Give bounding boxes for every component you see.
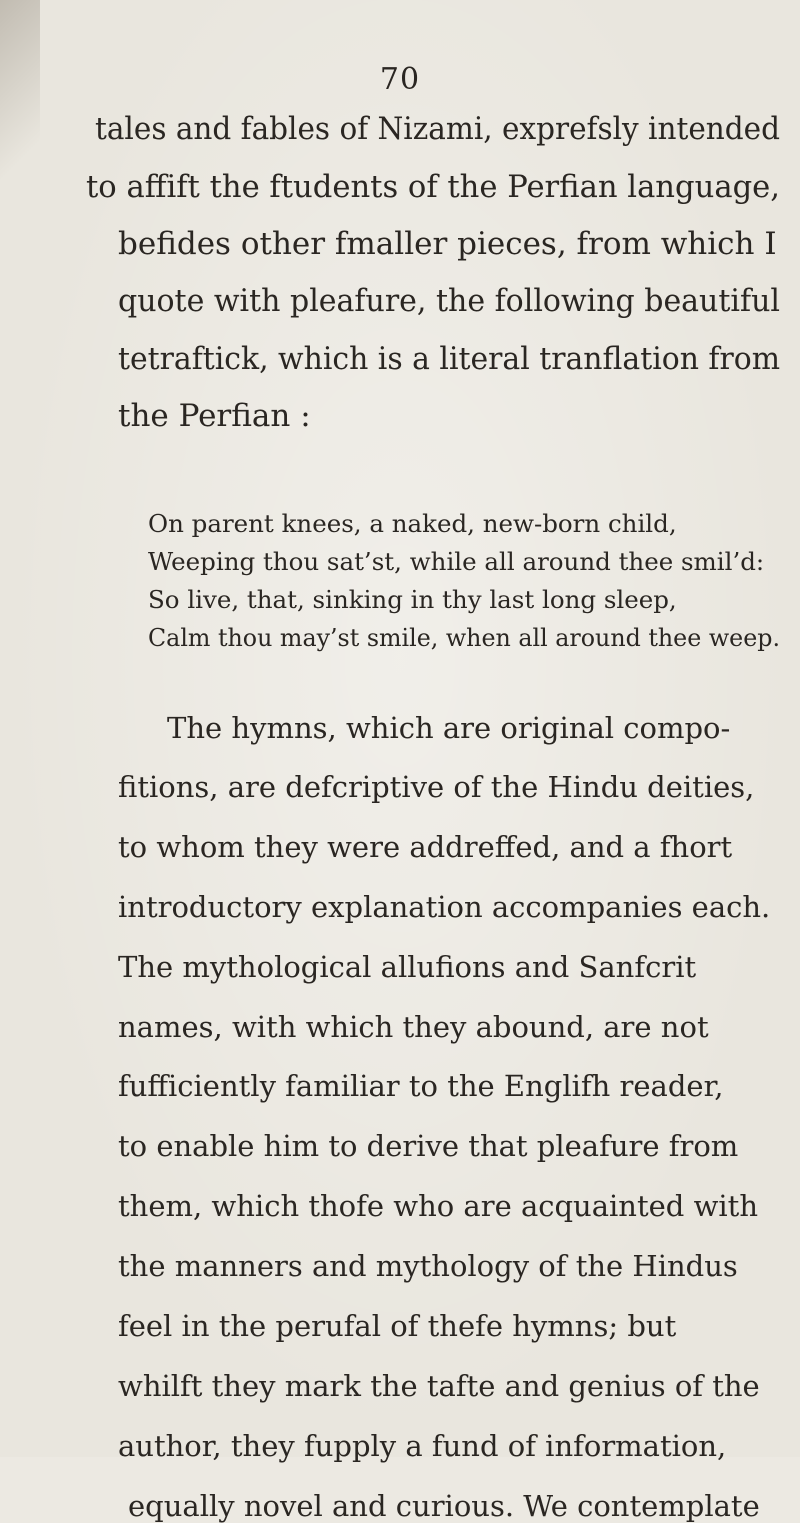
intro-line: tales and fables of Nizami, exprefsly intended [95,111,780,147]
body-line: The hymns, which are original compo- [167,711,731,745]
body-line: The mythological allufions and Sanfcrit [118,950,697,984]
intro-line: befides other fmaller pieces, from which I [118,226,777,262]
intro-line: quote with pleafure, the following beautiful [118,283,780,319]
body-line: fufficiently familiar to the Englifh reader, [118,1069,724,1103]
page-number: 70 [379,62,421,97]
body-line: them, which thofe who are acquainted with [118,1189,758,1223]
body-line: the manners and mythology of the Hindus [118,1249,738,1283]
body-line: fitions, are defcriptive of the Hindu deities, [118,770,755,804]
body-line: names, with which they abound, are not [118,1010,709,1044]
intro-line: to affift the ftudents of the Perfian language, [86,169,780,205]
body-line: author, they fupply a fund of information, [118,1429,727,1463]
body-line: whilft they mark the tafte and genius of the [118,1369,760,1403]
verse-line: Calm thou may’st smile, when all around thee weep. [148,623,780,652]
intro-line: tetraftick, which is a literal tranflation from [118,341,780,377]
intro-line: the Perfian : [118,398,311,434]
body-line: to enable him to derive that pleafure from [118,1129,739,1163]
body-line: equally novel and curious. We contemplate [128,1489,760,1523]
verse-line: So live, that, sinking in thy last long sleep, [148,585,677,614]
body-line: to whom they were addreffed, and a fhort [118,830,733,864]
verse-line: On parent knees, a naked, new-born child, [148,509,677,538]
verse-line: Weeping thou sat’st, while all around thee smil’d: [148,547,765,576]
body-line: feel in the perufal of thefe hymns; but [118,1309,677,1343]
body-line: introductory explanation accompanies each. [118,890,771,924]
page-edge-shadow [0,0,40,220]
